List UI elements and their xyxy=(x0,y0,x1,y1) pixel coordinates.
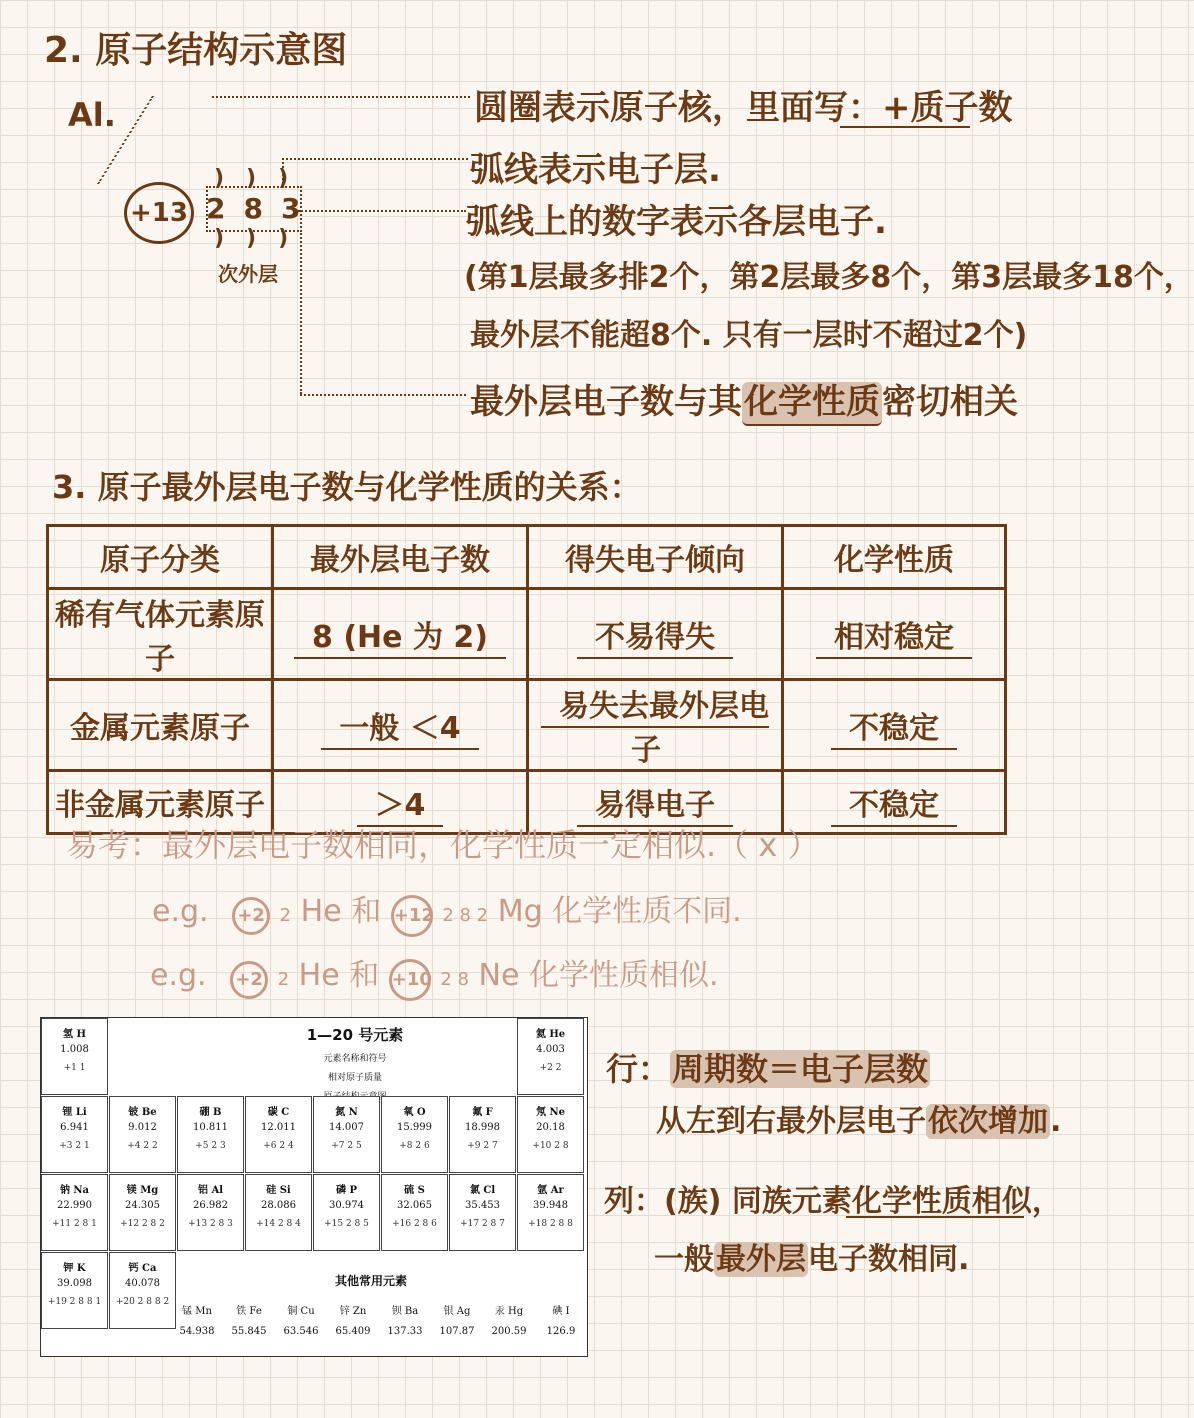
element-cell xyxy=(449,1096,516,1173)
table-cell: 金属元素原子 xyxy=(48,680,273,771)
element-mass: 14.007 xyxy=(329,1122,364,1133)
element-cell xyxy=(449,1174,516,1251)
atom-diagram: +14 2 8 4 xyxy=(256,1219,301,1229)
table-cell: 8 (He 为 2) xyxy=(273,589,528,680)
element-cell xyxy=(313,1174,380,1251)
note-underline xyxy=(840,126,970,128)
shell-arcs-bottom: ))) xyxy=(214,226,311,251)
note-arc-numbers: 弧线上的数字表示各层电子. xyxy=(466,202,887,242)
atom-diagram: +20 2 8 8 2 xyxy=(115,1297,170,1307)
element-name: 钾 K xyxy=(63,1263,86,1274)
other-element-name: 铁 Fe xyxy=(236,1306,262,1317)
atom-diagram: +12 2 8 2 xyxy=(120,1219,165,1229)
al-nucleus: +13 xyxy=(124,182,194,244)
element-name: 氮 N xyxy=(335,1107,358,1118)
element-mass: 40.078 xyxy=(125,1278,160,1289)
other-element-name: 碘 I xyxy=(552,1306,570,1317)
element-name: 硫 S xyxy=(404,1185,425,1196)
element-cell xyxy=(517,1174,584,1251)
legend-item: 元素名称和符号 xyxy=(323,1054,387,1064)
other-element-name: 锰 Mn xyxy=(182,1306,212,1317)
atom-diagram: +3 2 1 xyxy=(59,1141,90,1151)
element-name: 氧 O xyxy=(403,1107,426,1118)
table-header: 得失电子倾向 xyxy=(528,526,783,589)
other-element-mass: 200.59 xyxy=(491,1326,527,1337)
table-cell: 稀有气体元素原子 xyxy=(48,589,273,680)
element-mass: 6.941 xyxy=(60,1122,89,1133)
note-outer-relation: 最外层电子数与其化学性质密切相关 xyxy=(470,374,1018,423)
atom-diagram: +18 2 8 8 xyxy=(528,1219,573,1229)
other-element-name: 锌 Zn xyxy=(339,1306,367,1317)
element-name: 氢 H xyxy=(63,1029,86,1040)
example-nucleus: +2 xyxy=(232,897,270,935)
element-label: Al. xyxy=(68,96,116,134)
column-underline xyxy=(846,1216,1024,1218)
relation-table xyxy=(46,524,1007,835)
leader-line xyxy=(300,394,466,396)
element-mass: 39.948 xyxy=(533,1200,568,1211)
periodic-table-header xyxy=(151,1018,559,1102)
atom-diagram: +16 2 8 6 xyxy=(392,1219,437,1229)
element-mass: 35.453 xyxy=(465,1200,500,1211)
section-3-title: 3. 原子最外层电子数与化学性质的关系： xyxy=(52,468,642,506)
element-name: 碳 C xyxy=(267,1107,290,1118)
element-cell xyxy=(177,1096,244,1173)
atom-diagram: +4 2 2 xyxy=(127,1141,158,1151)
element-mass: 28.086 xyxy=(261,1200,296,1211)
column-note-2: 一般最外层电子数相同. xyxy=(654,1242,970,1277)
al-shells: 283 xyxy=(206,192,319,225)
element-cell xyxy=(109,1174,176,1251)
table-cell: 易得电子 xyxy=(528,771,783,834)
note-shell-capacity: (第1层最多排2个，第2层最多8个，第3层最多18个， xyxy=(464,260,1194,295)
element-name: 铍 Be xyxy=(128,1107,157,1118)
other-element-mass: 126.9 xyxy=(546,1326,576,1337)
other-element-mass: 137.33 xyxy=(387,1326,423,1337)
leader-line xyxy=(212,96,470,98)
leader-line xyxy=(282,158,468,160)
table-cell: 不易得失 xyxy=(528,589,783,680)
example-2: e.g. +2 2 He 和 +10 2 8 Ne 化学性质相似. xyxy=(150,950,719,1001)
element-cell xyxy=(41,1174,108,1251)
element-mass: 24.305 xyxy=(125,1200,160,1211)
atom-diagram: +2 2 xyxy=(539,1063,562,1073)
atom-diagram: +13 2 8 3 xyxy=(188,1219,233,1229)
element-mass: 1.008 xyxy=(60,1044,89,1055)
table-cell: 不稳定 xyxy=(783,680,1006,771)
element-cell xyxy=(517,1018,584,1095)
element-mass: 22.990 xyxy=(57,1200,92,1211)
element-name: 锂 Li xyxy=(62,1107,87,1118)
atom-diagram: +10 2 8 xyxy=(532,1141,569,1151)
element-name: 镁 Mg xyxy=(126,1185,159,1196)
leader-line xyxy=(298,210,466,212)
atom-diagram: +5 2 3 xyxy=(195,1141,226,1151)
element-cell xyxy=(109,1096,176,1173)
table-cell: ＞4 xyxy=(273,771,528,834)
leader-line xyxy=(300,230,302,394)
table-header-row xyxy=(48,526,1006,589)
table-header: 化学性质 xyxy=(783,526,1006,589)
note-nucleus: 圆圈表示原子核，里面写：+质子数 xyxy=(474,88,1013,128)
legend-item: 相对原子质量 xyxy=(327,1073,382,1083)
other-element-name: 钡 Ba xyxy=(391,1306,419,1317)
atom-diagram: +15 2 8 5 xyxy=(324,1219,369,1229)
element-cell xyxy=(245,1096,312,1173)
other-element-mass: 107.87 xyxy=(439,1326,475,1337)
element-name: 钠 Na xyxy=(59,1185,90,1196)
element-cell xyxy=(381,1096,448,1173)
element-mass: 10.811 xyxy=(193,1122,228,1133)
atom-diagram: +17 2 8 7 xyxy=(460,1219,505,1229)
element-cell xyxy=(41,1252,108,1329)
other-elements-title: 其他常用元素 xyxy=(334,1274,407,1288)
atom-diagram: +9 2 7 xyxy=(467,1141,498,1151)
other-element-mass: 55.845 xyxy=(231,1326,267,1337)
element-mass: 15.999 xyxy=(397,1122,432,1133)
element-name: 氦 He xyxy=(535,1029,566,1040)
element-cell xyxy=(177,1174,244,1251)
note-arc: 弧线表示电子层. xyxy=(470,150,721,190)
element-name: 硅 Si xyxy=(266,1185,291,1196)
element-mass: 32.065 xyxy=(397,1200,432,1211)
atom-diagram: +1 1 xyxy=(63,1063,86,1073)
example-1: e.g. +2 2 He 和 +12 2 8 2 Mg 化学性质不同. xyxy=(152,886,742,937)
table-cell: 非金属元素原子 xyxy=(48,771,273,834)
example-nucleus: +2 xyxy=(230,961,268,999)
element-mass: 26.982 xyxy=(193,1200,228,1211)
element-name: 氖 Ne xyxy=(536,1107,565,1118)
element-cell xyxy=(517,1096,584,1173)
section-2-title: 2. 原子结构示意图 xyxy=(44,30,348,71)
element-name: 硼 B xyxy=(199,1107,222,1118)
example-nucleus: +12 xyxy=(391,895,433,937)
table-cell: 相对稳定 xyxy=(783,589,1006,680)
element-mass: 30.974 xyxy=(329,1200,364,1211)
element-mass: 12.011 xyxy=(261,1122,296,1133)
element-mass: 18.998 xyxy=(465,1122,500,1133)
easy-mistake-line: 易考：最外层电子数相同，化学性质一定相似.（ x ） xyxy=(66,826,820,864)
row-note: 行：周期数＝电子层数 xyxy=(606,1050,929,1088)
element-mass: 39.098 xyxy=(57,1278,92,1289)
other-element-mass: 63.546 xyxy=(283,1326,319,1337)
row-note-2: 从左到右最外层电子依次增加. xyxy=(656,1104,1062,1139)
atom-diagram: +19 2 8 8 1 xyxy=(47,1297,102,1307)
shell-box xyxy=(206,186,302,232)
atom-diagram: +6 2 4 xyxy=(263,1141,294,1151)
atom-diagram: +7 2 5 xyxy=(331,1141,362,1151)
atom-diagram: +11 2 8 1 xyxy=(52,1219,97,1229)
element-mass: 4.003 xyxy=(536,1044,565,1055)
table-header: 最外层电子数 xyxy=(273,526,528,589)
element-name: 钙 Ca xyxy=(128,1263,157,1274)
atom-diagram: +8 2 6 xyxy=(399,1141,430,1151)
table-cell: 一般 ＜4 xyxy=(273,680,528,771)
other-element-mass: 65.409 xyxy=(335,1326,371,1337)
element-cell xyxy=(109,1252,176,1329)
other-element-name: 铜 Cu xyxy=(287,1306,315,1317)
shell-arcs-top: ))) xyxy=(214,166,311,191)
table-header: 原子分类 xyxy=(48,526,273,589)
example-nucleus: +10 xyxy=(389,959,431,1001)
other-element-mass: 54.938 xyxy=(179,1326,215,1337)
element-cell xyxy=(245,1174,312,1251)
element-mass: 20.18 xyxy=(536,1122,565,1133)
element-name: 氟 F xyxy=(472,1107,493,1118)
leader-line xyxy=(282,158,284,188)
element-cell xyxy=(381,1174,448,1251)
element-cell xyxy=(313,1096,380,1173)
periodic-table-title: 1—20 号元素 xyxy=(306,1026,404,1044)
other-element-name: 汞 Hg xyxy=(494,1306,524,1317)
note-outer-limit: 最外层不能超8个. 只有一层时不超过2个) xyxy=(470,318,1028,353)
element-mass: 9.012 xyxy=(128,1122,157,1133)
element-name: 磷 P xyxy=(335,1185,357,1196)
periodic-table xyxy=(40,1017,588,1357)
column-note: 列：(族) 同族元素化学性质相似， xyxy=(604,1184,1062,1219)
inner-shell-label: 次外层 xyxy=(218,262,278,286)
element-name: 氯 Cl xyxy=(469,1185,496,1196)
element-cell xyxy=(41,1096,108,1173)
element-name: 氩 Ar xyxy=(537,1185,564,1196)
element-cell xyxy=(41,1018,108,1095)
table-cell: 易失去最外层电子 xyxy=(528,680,783,771)
table-row xyxy=(48,680,1006,771)
table-cell: 不稳定 xyxy=(783,771,1006,834)
table-row xyxy=(48,589,1006,680)
element-name: 铝 Al xyxy=(197,1185,224,1196)
other-element-name: 银 Ag xyxy=(443,1306,471,1317)
